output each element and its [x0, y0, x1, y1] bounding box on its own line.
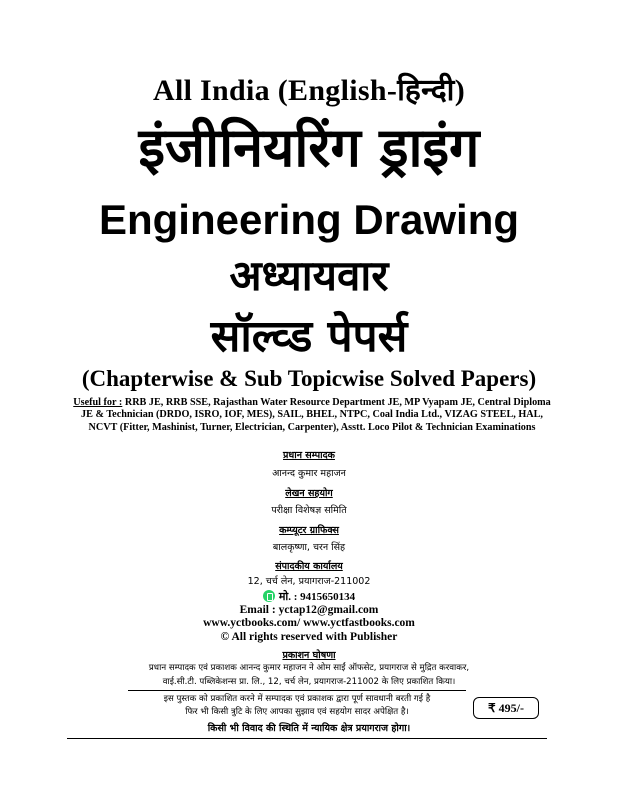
phone-line [0, 589, 618, 604]
writing-label: लेखन सहयोग [285, 488, 333, 499]
publication-line-1: प्रधान सम्पादक एवं प्रकाशक आनन्द कुमार महाजन ने ओम साईं ऑफसेट, प्रयागराज से मुद्रित करवाकर, [148, 663, 470, 673]
hindi-chapterwise: अध्यायवार [229, 251, 389, 300]
graphics-label: कम्प्यूटर ग्राफिक्स [279, 525, 339, 536]
copyright: © All rights reserved with Publisher [220, 631, 398, 643]
useful-for [72, 397, 552, 434]
bottom-rule [67, 738, 547, 739]
writing-support: परीक्षा विशेषज्ञ समिति [271, 505, 347, 516]
hindi-title: इंजीनियरिंग ड्राइंग [138, 116, 480, 179]
phone-number: मो. : 9415650134 [278, 591, 356, 603]
disclaimer-line-2: फिर भी किसी त्रुटि के लिए आपका सुझाव एवं सहयोग सादर अपेक्षित है। [185, 707, 409, 717]
email: Email : yctap12@gmail.com [239, 604, 379, 616]
graphics-credits: बालकृष्णा, चरन सिंह [272, 542, 346, 553]
publication-label: प्रकाशन घोषणा [282, 650, 336, 661]
english-title: Engineering Drawing [98, 196, 520, 243]
disclaimer-line-1: इस पुस्तक को प्रकाशित करने में सम्पादक एवं प्रकाशक द्वारा पूर्ण सावधानी बरती गई है [163, 694, 431, 704]
disclaimer [128, 690, 466, 719]
useful-for-text: RRB JE, RRB SSE, Rajasthan Water Resource Department JE, MP Vyapam JE, Central Diploma JE & Technician (DRDO, ISRO, IOF, MES), SAIL, BHEL, NTPC, Coal India Ltd., VIZAG STEEL, HAL, NCVT (Fitter, Mashinist, Turner, Electrician, Carpenter), Asstt. Loco Pilot & Technician Examinations [81, 397, 551, 433]
useful-for-label: Useful for : [73, 397, 123, 408]
price-badge: ₹ 495/- [473, 697, 539, 719]
subtitle: (Chapterwise & Sub Topicwise Solved Papers) [81, 366, 537, 391]
chief-editor: आनन्द कुमार महाजन [272, 468, 346, 479]
series-title: All India (English-हिन्दी) [153, 74, 465, 107]
office-label: संपादकीय कार्यालय [275, 561, 343, 572]
publication-line-2: वाई.सी.टी. पब्लिकेशन्स प्रा. लि., 12, चर्च लेन, प्रयागराज-211002 के लिए प्रकाशित किया। [162, 677, 456, 687]
jurisdiction: किसी भी विवाद की स्थिति में न्यायिक क्षेत्र प्रयागराज होगा। [207, 723, 411, 734]
office-address: 12, चर्च लेन, प्रयागराज-211002 [247, 576, 371, 587]
publication-notice [80, 661, 538, 689]
chief-editor-label: प्रधान सम्पादक [283, 450, 335, 461]
hindi-solved-papers: सॉल्व्ड पेपर्स [210, 311, 408, 362]
website: www.yctbooks.com/ www.yctfastbooks.com [203, 617, 415, 629]
whatsapp-icon [263, 590, 275, 602]
